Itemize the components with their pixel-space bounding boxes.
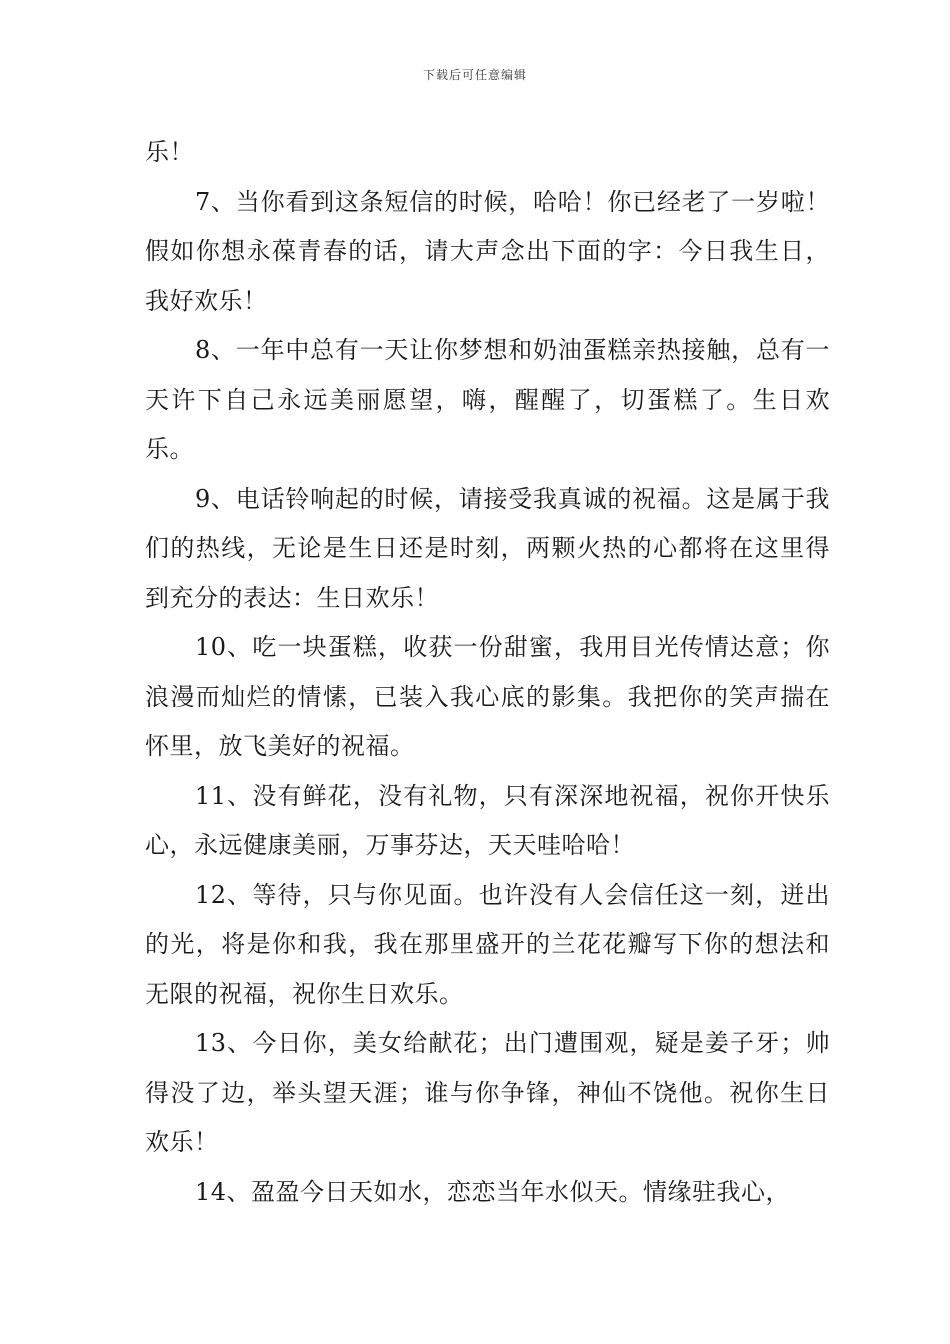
- paragraph-item-7: 7、当你看到这条短信的时候，哈哈！你已经老了一岁啦！假如你想永葆青春的话，请大声念出下面的字：今日我生日，我好欢乐！: [145, 187, 830, 315]
- paragraph-item-8: 8、一年中总有一天让你梦想和奶油蛋糕亲热接触，总有一天许下自己永远美丽愿望，嗨，醒醒了，切蛋糕了。生日欢乐。: [145, 336, 830, 463]
- paragraph-item-12: 12、等待，只与你见面。也许没有人会信任这一刻，迸出的光，将是你和我，我在那里盛开的兰花花瓣写下你的想法和无限的祝福，祝你生日欢乐。: [145, 880, 830, 1008]
- paragraph-item-10: 10、吃一块蛋糕，收获一份甜蜜，我用目光传情达意；你浪漫而灿烂的情愫，已装入我心底的影集。我把你的笑声揣在怀里，放飞美好的祝福。: [145, 633, 830, 760]
- document-body: [145, 128, 830, 1217]
- paragraph-item-13: 13、今日你，美女给献花；出门遭围观，疑是姜子牙；帅得没了边，举头望天涯；谁与你争锋，神仙不饶他。祝你生日欢乐！: [145, 1029, 830, 1156]
- paragraph-item-14: 14、盈盈今日天如水，恋恋当年水似天。情缘驻我心，: [195, 1177, 791, 1206]
- paragraph-continuation: 乐！: [145, 138, 194, 166]
- page-header: 下载后可任意编辑: [422, 68, 527, 82]
- paragraph-item-11: 11、没有鲜花，没有礼物，只有深深地祝福，祝你开快乐心，永远健康美丽，万事芬达，天天哇哈哈！: [145, 781, 830, 859]
- paragraph-item-9: 9、电话铃响起的时候，请接受我真诚的祝福。这是属于我们的热线，无论是生日还是时刻，两颗火热的心都将在这里得到充分的表达：生日欢乐！: [145, 484, 830, 612]
